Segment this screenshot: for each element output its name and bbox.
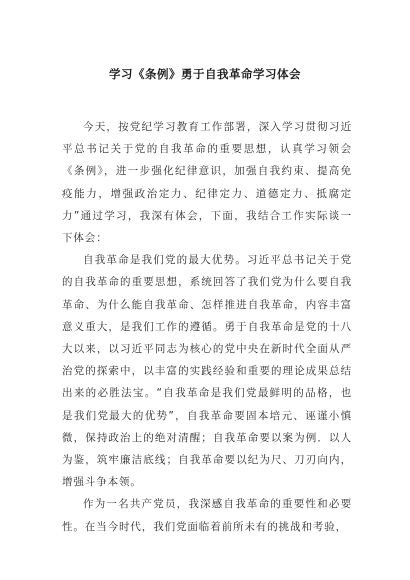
document-title: 学习《条例》勇于自我革命学习体会: [109, 67, 301, 81]
paragraph-party-member: 作为一名共产党员，我深感自我革命的重要性和必要性。在当今时代，我们党面临着前所未有的挑战和考验，: [62, 498, 352, 533]
paragraph-intro: 今天，按党纪学习教育工作部署，深入学习贯彻习近平总书记关于党的自我革命的重要思想，认真学习领会《条例》，进一步强化纪律意识，加强自我约束、提高免疫能力，增强政治定力、纪律定力、道德定力、抵腐定力”通过学习，我深有体会，下面，我结合工作实际谈一下体会：: [62, 121, 352, 245]
paragraph-self-revolution: 自我革命是我们党的最大优势。习近平总书记关于党的自我革命的重要思想，系统回答了我们党为什么要自我革命、为什么能自我革命、怎样推进自我革命，内容丰富意义重大，是我们工作的遵循。勇于自我革命是党的十八大以来，以习近平同志为核心的党中央在新时代全面从严治党的探索中，以丰富的实践经验和重要的理论成果总结出来的必胜法宝。“自我革命是我们党最鲜明的品格，也是我们党最大的优势”，自我革命要固本培元、诬谨小慎微，保持政治上的绝对清醒；自我革命要以案为例．以人为鉴，筑牢廉洁底线；自我革命要以纪为尺、刀刃向内，增强斗争本领。: [62, 254, 352, 489]
document-body: [62, 116, 352, 538]
